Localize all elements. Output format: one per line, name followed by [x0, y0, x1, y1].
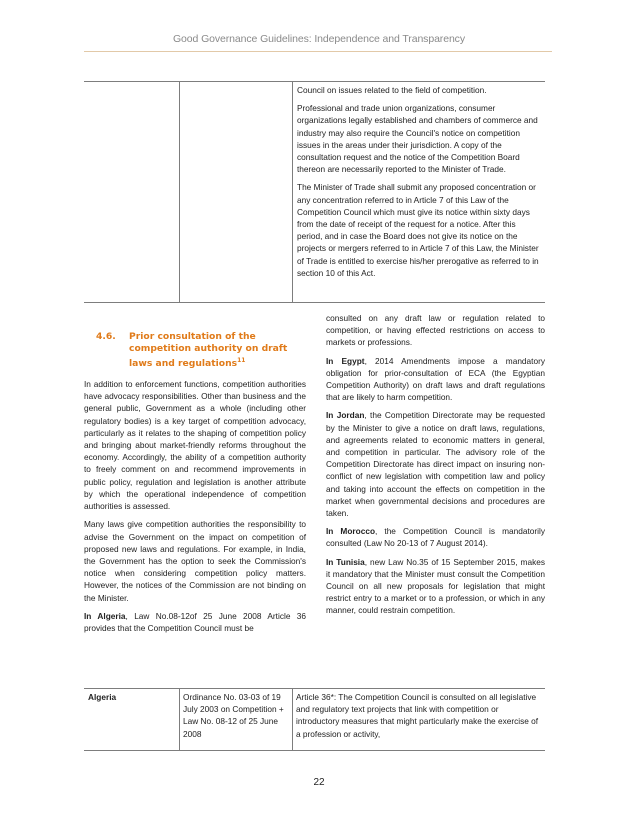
table-rule [84, 750, 545, 751]
paragraph [326, 556, 545, 617]
table-cell-country: Algeria [88, 692, 117, 702]
page-number: 22 [313, 777, 325, 788]
paragraph-text: , the Competition Council is mandatorily consulted (Law No 20-13 of 7 August 2014). [326, 526, 545, 549]
paragraph-text: , the Competition Directorate may be requested by the Minister to give a notice on draft laws, regulations, and agreements related to economic matters in general, and competition in particular. The advisory role of the Competition Directorate has direct impact on insuring non-conflict of new legislation with competition law and policy and taking into account the effects on competition in the market when governmental decisions and procedures are taken. [326, 410, 545, 519]
right-column [326, 312, 545, 623]
country-label: In Morocco [326, 526, 376, 537]
country-label: In Egypt [326, 355, 365, 366]
top-table [84, 81, 545, 302]
table-rule [84, 81, 545, 82]
header-rule [84, 51, 552, 52]
section-title: Prior consultation of the competition authority on draft laws and regulations [129, 331, 288, 370]
table-rule [84, 688, 545, 689]
table-cell-article: Article 36*: The Competition Council is consulted on all legislative and regulatory text projects that link with competition or introductory measures that might particularly make the exercise of a profession or activity, [296, 692, 539, 739]
paragraph: Professional and trade union organizations, consumer organizations legally established and chambers of commerce and industry may also require the Council's notice on competition issues in the areas under their jurisdiction. A copy of the consultation request and the notice of the Competition Board thereon are necessarily reported to the Minister of Trade. [297, 103, 538, 175]
table-column-divider [179, 81, 180, 302]
section-number: 4.6. [96, 331, 116, 342]
table-cell-text [297, 84, 541, 285]
country-label: In Algeria [84, 610, 126, 621]
paragraph [326, 525, 545, 549]
paragraph: Council on issues related to the field of competition. [297, 85, 487, 95]
table-column-divider [292, 81, 293, 302]
paragraph [326, 409, 545, 519]
section-heading [84, 331, 306, 370]
table-cell-law: Ordinance No. 03-03 of 19 July 2003 on Competition + Law No. 08-12 of 25 June 2008 [183, 692, 284, 739]
paragraph [84, 610, 306, 634]
paragraph: In addition to enforcement functions, competition authorities have advocacy responsibilities. Other than business and the general public, Government as a whole (including other regulatory bodies) is a key target of competition advocacy, particularly as it relates to the shaping of competition policy and bringing about market-friendly reforms throughout the economy. Accordingly, the ability of a competition authority to freely comment on and recommend improvements in public policy, regulation and legislation is another attribute by which the operational independence of competition authorities is assessed. [84, 379, 306, 512]
footnote-ref: 11 [237, 357, 246, 364]
paragraph-text: , new Law No.35 of 15 September 2015, makes it mandatory that the Minister must consult the Competition Council on all new proposals for legislation that might restrict entry to a market or to a profession, or which in any manner, could restrain competition. [326, 556, 545, 616]
table-column-divider [179, 688, 180, 750]
paragraph-text: , Law No.08-12of 25 June 2008 Article 36 provides that the Competition Council must be [84, 610, 307, 633]
country-label: In Tunisia [326, 556, 365, 567]
left-column [84, 312, 306, 640]
country-label: In Jordan [326, 410, 365, 421]
paragraph: The Minister of Trade shall submit any proposed concentration or any concentration referred to in Article 7 of this Law of the Competition Council which must give its notice within sixty days from the date of receipt of the request for a notice. After this period, and in case the Board does not give its notice on the projects or mergers referred to in Article 7 of this Law, the Minister of Trade is entitled to exercise his/her prerogative as referred to in section 10 of this Act. [297, 182, 539, 278]
paragraph [326, 355, 545, 404]
bottom-table [84, 688, 545, 750]
table-column-divider [292, 688, 293, 750]
running-header: Good Governance Guidelines: Independence and Transparency [172, 33, 465, 45]
paragraph: consulted on any draft law or regulation related to competition, or having effected restrictions on access to markets or professions. [326, 313, 545, 348]
table-rule [84, 302, 545, 303]
paragraph-text: , 2014 Amendments impose a mandatory obligation for prior-consultation of ECA (the Egyptian Competition Authority) on draft laws and draft regulations that are likely to harm competition. [326, 355, 545, 403]
paragraph: Many laws give competition authorities the responsibility to advise the Government on the impact on competition of proposed new laws and regulations. For example, in India, the Government has the option to seek the Commission's notice when considering competition policy matters. However, the notices of the Commission are not binding on the Minister. [84, 519, 306, 603]
